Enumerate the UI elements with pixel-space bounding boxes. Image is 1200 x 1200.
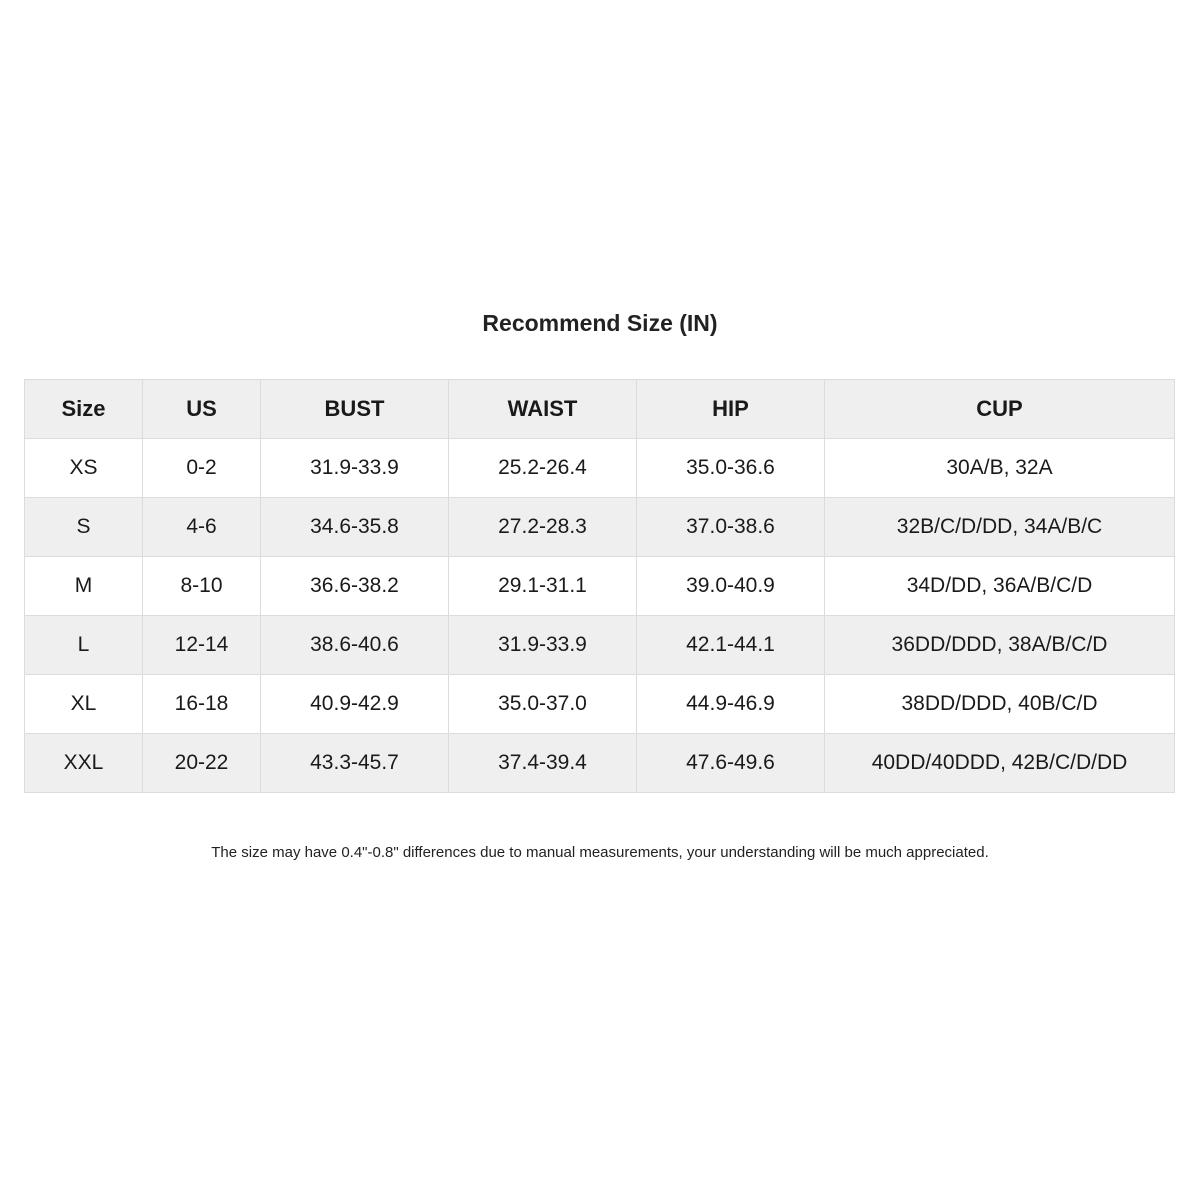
header-waist: WAIST xyxy=(449,380,637,439)
cell-cup: 40DD/40DDD, 42B/C/D/DD xyxy=(825,734,1175,793)
cell-waist: 31.9-33.9 xyxy=(449,616,637,675)
cell-bust: 36.6-38.2 xyxy=(261,557,449,616)
cell-bust: 43.3-45.7 xyxy=(261,734,449,793)
cell-cup: 32B/C/D/DD, 34A/B/C xyxy=(825,498,1175,557)
cell-cup: 30A/B, 32A xyxy=(825,439,1175,498)
cell-waist: 35.0-37.0 xyxy=(449,675,637,734)
cell-waist: 27.2-28.3 xyxy=(449,498,637,557)
table-row xyxy=(25,616,1175,675)
cell-us: 8-10 xyxy=(143,557,261,616)
cell-us: 0-2 xyxy=(143,439,261,498)
cell-cup: 34D/DD, 36A/B/C/D xyxy=(825,557,1175,616)
table-row xyxy=(25,557,1175,616)
cell-hip: 39.0-40.9 xyxy=(637,557,825,616)
table-row xyxy=(25,675,1175,734)
measurement-note: The size may have 0.4"-0.8" differences due to manual measurements, your understanding will be much appreciated. xyxy=(211,844,989,861)
cell-size: XXL xyxy=(25,734,143,793)
size-chart-table xyxy=(24,379,1175,793)
header-bust: BUST xyxy=(261,380,449,439)
cell-hip: 44.9-46.9 xyxy=(637,675,825,734)
cell-size: S xyxy=(25,498,143,557)
cell-size: L xyxy=(25,616,143,675)
cell-hip: 42.1-44.1 xyxy=(637,616,825,675)
cell-cup: 38DD/DDD, 40B/C/D xyxy=(825,675,1175,734)
cell-cup: 36DD/DDD, 38A/B/C/D xyxy=(825,616,1175,675)
header-hip: HIP xyxy=(637,380,825,439)
header-size: Size xyxy=(25,380,143,439)
cell-waist: 25.2-26.4 xyxy=(449,439,637,498)
cell-size: M xyxy=(25,557,143,616)
cell-bust: 40.9-42.9 xyxy=(261,675,449,734)
table-header-row xyxy=(25,380,1175,439)
page-title: Recommend Size (IN) xyxy=(482,310,718,336)
cell-us: 4-6 xyxy=(143,498,261,557)
cell-us: 20-22 xyxy=(143,734,261,793)
cell-us: 16-18 xyxy=(143,675,261,734)
table-row xyxy=(25,439,1175,498)
cell-size: XS xyxy=(25,439,143,498)
cell-us: 12-14 xyxy=(143,616,261,675)
table-row xyxy=(25,498,1175,557)
cell-bust: 31.9-33.9 xyxy=(261,439,449,498)
cell-bust: 38.6-40.6 xyxy=(261,616,449,675)
header-us: US xyxy=(143,380,261,439)
cell-hip: 35.0-36.6 xyxy=(637,439,825,498)
table-row xyxy=(25,734,1175,793)
cell-hip: 37.0-38.6 xyxy=(637,498,825,557)
header-cup: CUP xyxy=(825,380,1175,439)
cell-hip: 47.6-49.6 xyxy=(637,734,825,793)
cell-waist: 29.1-31.1 xyxy=(449,557,637,616)
cell-waist: 37.4-39.4 xyxy=(449,734,637,793)
cell-bust: 34.6-35.8 xyxy=(261,498,449,557)
cell-size: XL xyxy=(25,675,143,734)
